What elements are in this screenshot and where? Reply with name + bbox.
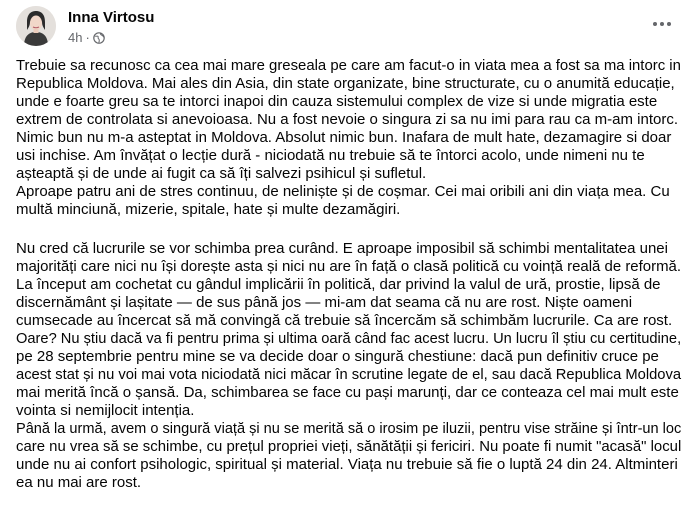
text-line: extrem de controlata si anevoioasa. Nu a fost nevoie o singura zi sa nu imi para rau ca m-am intorc. (16, 111, 678, 128)
post-meta (68, 30, 105, 46)
more-options-button[interactable] (648, 10, 676, 38)
text-line: Nu cred că lucrurile se vor schimba prea curând. E aproape imposibil să schimbi mentalitatea unei (16, 240, 668, 257)
text-line: Oare? Nu știu dacă va fi pentru prima și ultima oară când fac acest lucru. Un lucru îl știu cu certitudine, (16, 330, 682, 347)
post-paragraph-1 (16, 57, 681, 219)
text-line: Trebuie sa recunosc ca cea mai mare greseala pe care am facut-o in viata mea a fost sa ma intorc in (16, 57, 681, 74)
text-line: acest stat și nu voi mai vota niciodată nici măcar în scrutine legate de el, sau dacă Republica Moldova (16, 366, 682, 383)
avatar-portrait-icon (16, 6, 56, 46)
author-name[interactable]: Inna Virtosu (68, 9, 155, 26)
text-line: usi inchise. Am învățat o lecție dură - niciodată nu trebuie să te întorci acolo, unde nimeni nu te (16, 147, 645, 164)
text-line: ea nu mai are rost. (16, 474, 142, 491)
text-line: discernământ și lașitate — de sus până jos — mi-am dat seama că nu are rost. Niște oameni (16, 294, 633, 311)
text-line: care nu vrea să se schimbe, cu prețul propriei vieți, sănătății și fericiri. Nu poate fi numit "acasă" locul (16, 438, 682, 455)
text-line: mai merită încă o șansă. Da, schimbarea se face cu pași marunți, dar ce conteaza cel mai mult este (16, 384, 679, 401)
text-line: pe 28 septembrie pentru mine se va decide doar o singură chestiune: dacă pun definitiv cruce pe (16, 348, 659, 365)
text-line: așteaptă și de unde ai fugit ca să îți salvezi psihicul și sufletul. (16, 165, 427, 182)
more-horizontal-icon (652, 21, 672, 27)
text-line: cumsecade au încercat să mă convingă că trebuie să încercăm să schimbăm lucrurile. Ca are rost. (16, 312, 673, 329)
text-line: unde e foarte greu sa te intorci inapoi din cauza sistemului complex de vize si unde migratia este (16, 93, 658, 110)
text-line: unde nu ai confort psihologic, spiritual și material. Viața nu trebuie să fie o luptă 24 din 24. Altminteri (16, 456, 678, 473)
text-line: vointa si nemijlocit intenția. (16, 402, 195, 419)
text-line: majorități care nici nu își dorește asta și nici nu are în față o clasă politică cu voință reală de reformă. (16, 258, 681, 275)
paragraph-spacer (16, 219, 681, 240)
text-line: multă minciună, mizerie, spitale, hate și multe dezamăgiri. (16, 201, 401, 218)
meta-separator: · (85, 30, 90, 45)
post-body (16, 57, 681, 492)
text-line: Republica Moldova. Mai ales din Asia, din state organizate, bine structurate, cu o anumită educație, (16, 75, 675, 92)
text-line: Până la urmă, avem o singură viață și nu se merită să o irosim pe iluzii, pentru vise străine și într-un loc (16, 420, 682, 437)
text-line: La început am cochetat cu gândul implicării în politică, dar privind la valul de ură, prostie, lipsă de (16, 276, 661, 293)
avatar[interactable] (16, 6, 56, 46)
post-timestamp[interactable]: 4h (68, 30, 83, 45)
text-line: Aproape patru ani de stres continuu, de neliniște și de coșmar. Cei mai oribili ani din viața mea. Cu (16, 183, 670, 200)
post-header (16, 6, 676, 46)
post-paragraph-2 (16, 240, 681, 492)
globe-icon[interactable] (93, 32, 105, 44)
text-line: Nimic bun nu m-a asteptat in Moldova. Absolut nimic bun. Inafara de mult hate, dezamagire si doar (16, 129, 672, 146)
